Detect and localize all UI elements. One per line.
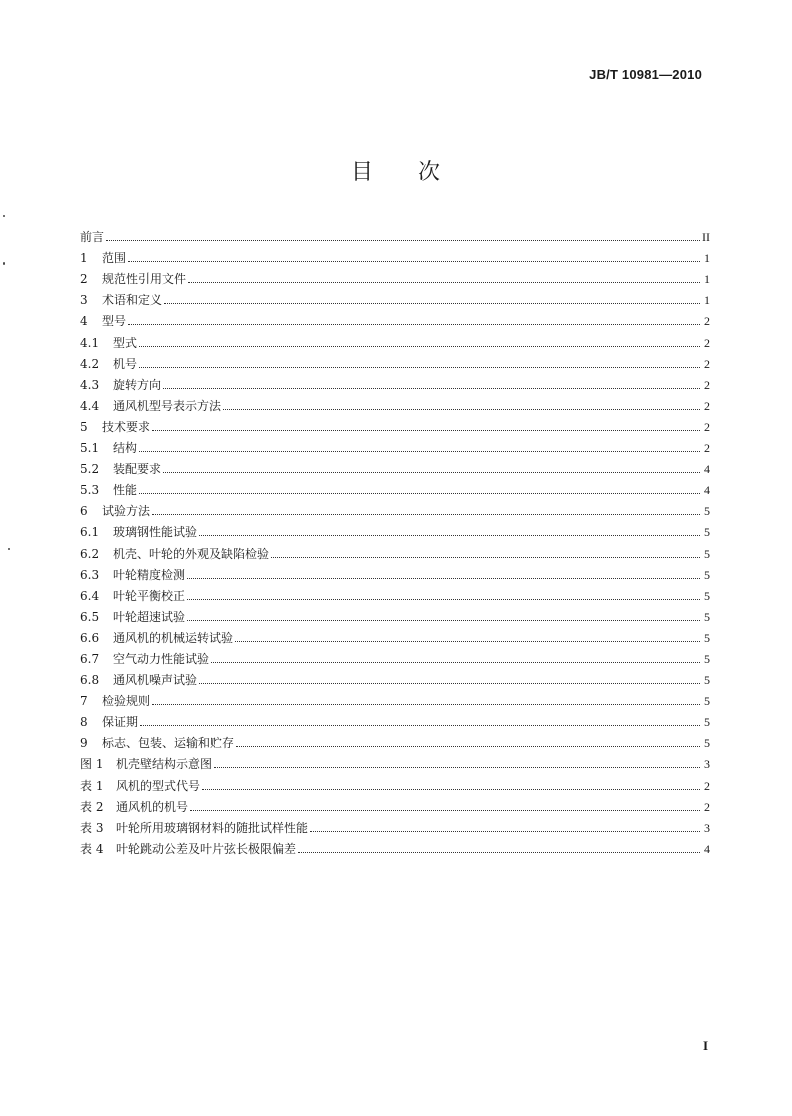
toc-entry-label: 前言 — [80, 230, 105, 245]
toc-entry-number: 1 — [80, 251, 88, 266]
title-char-1: 目 — [350, 160, 374, 185]
dot-leader — [187, 578, 700, 579]
dot-leader — [152, 430, 700, 431]
toc-entry[interactable] — [80, 645, 710, 666]
scan-speck — [8, 548, 10, 550]
toc-entry[interactable] — [80, 413, 710, 434]
toc-entry-page: 3 — [704, 757, 710, 772]
toc-entry[interactable] — [80, 223, 710, 244]
dot-leader — [128, 324, 700, 325]
page-number: I — [702, 1038, 708, 1053]
dot-leader — [187, 599, 700, 600]
toc-entry[interactable] — [80, 603, 710, 624]
toc-entry-label: 通风机型号表示方法 — [113, 398, 222, 413]
dot-leader — [211, 662, 700, 663]
toc-entry-label: 叶轮所用玻璃钢材料的随批试样性能 — [116, 820, 309, 835]
toc-entry-number: 5 — [80, 419, 88, 434]
toc-entry[interactable] — [80, 666, 710, 687]
toc-entry-page: 4 — [704, 483, 710, 498]
dot-leader — [139, 367, 700, 368]
dot-leader — [152, 704, 700, 705]
dot-leader — [202, 789, 700, 790]
dot-leader — [164, 303, 700, 304]
toc-entry-label: 叶轮超速试验 — [113, 609, 186, 624]
toc-entry[interactable] — [80, 582, 710, 603]
dot-leader — [199, 535, 700, 536]
toc-entry-label: 试验方法 — [102, 504, 151, 519]
toc-entry-page: 2 — [704, 778, 710, 793]
toc-entry-number: 5.1 — [80, 441, 100, 456]
toc-entry-number: 5.3 — [80, 483, 100, 498]
toc-entry-page: 1 — [704, 293, 710, 308]
toc-entry-number: 8 — [80, 715, 88, 730]
toc-entry-number: 图 1 — [80, 757, 104, 772]
toc-entry-page: 5 — [704, 525, 710, 540]
toc-entry-label: 标志、包装、运输和贮存 — [102, 736, 235, 751]
toc-entry-page: 2 — [704, 335, 710, 350]
toc-entry-number: 表 2 — [80, 799, 104, 814]
toc-entry[interactable] — [80, 307, 710, 328]
toc-entry[interactable] — [80, 434, 710, 455]
toc-entry-number: 6.5 — [80, 609, 100, 624]
page-title — [0, 155, 792, 186]
dot-leader — [163, 388, 700, 389]
toc-entry-label: 规范性引用文件 — [102, 272, 187, 287]
toc-entry-label: 通风机的机号 — [116, 799, 189, 814]
toc-entry-page: 1 — [704, 272, 710, 287]
dot-leader — [310, 831, 700, 832]
toc-entry-page: 5 — [704, 694, 710, 709]
scan-speck — [3, 215, 5, 217]
toc-entry-number: 6.7 — [80, 651, 100, 666]
toc-entry-number: 4.4 — [80, 398, 100, 413]
toc-entry-number: 4.2 — [80, 356, 100, 371]
dot-leader — [152, 514, 700, 515]
dot-leader — [106, 240, 700, 241]
toc-entry[interactable] — [80, 771, 710, 792]
toc-entry[interactable] — [80, 835, 710, 856]
toc-entry-page: 3 — [704, 820, 710, 835]
table-of-contents — [80, 223, 710, 856]
toc-entry-label: 叶轮平衡校正 — [113, 588, 186, 603]
toc-entry-page: 5 — [704, 546, 710, 561]
toc-entry-number: 2 — [80, 272, 88, 287]
toc-entry[interactable] — [80, 518, 710, 539]
toc-entry[interactable] — [80, 729, 710, 750]
toc-entry-label: 结构 — [113, 441, 138, 456]
toc-entry-number: 7 — [80, 694, 88, 709]
toc-entry-number: 表 1 — [80, 778, 104, 793]
dot-leader — [188, 282, 700, 283]
toc-entry-number: 6 — [80, 504, 88, 519]
toc-entry-number: 表 3 — [80, 820, 104, 835]
dot-leader — [214, 767, 700, 768]
toc-entry[interactable] — [80, 793, 710, 814]
toc-entry-page: 5 — [704, 715, 710, 730]
dot-leader — [199, 683, 700, 684]
toc-entry-page: 2 — [704, 314, 710, 329]
dot-leader — [163, 472, 700, 473]
toc-entry-label: 机号 — [113, 356, 138, 371]
dot-leader — [236, 746, 700, 747]
toc-entry-number: 3 — [80, 293, 88, 308]
dot-leader — [223, 409, 700, 410]
toc-entry-label: 性能 — [113, 483, 138, 498]
toc-entry-page: 5 — [704, 609, 710, 624]
toc-entry[interactable] — [80, 708, 710, 729]
toc-entry-number: 6.1 — [80, 525, 100, 540]
dot-leader — [140, 725, 700, 726]
toc-entry-number: 表 4 — [80, 841, 104, 856]
toc-entry-page: 5 — [704, 736, 710, 751]
toc-entry[interactable] — [80, 455, 710, 476]
toc-entry-label: 装配要求 — [113, 462, 162, 477]
toc-entry-label: 机壳、叶轮的外观及缺陷检验 — [113, 546, 270, 561]
toc-entry-page: 2 — [704, 356, 710, 371]
toc-entry-page: 2 — [704, 419, 710, 434]
dot-leader — [128, 261, 700, 262]
toc-entry-number: 9 — [80, 736, 88, 751]
dot-leader — [139, 493, 700, 494]
toc-entry[interactable] — [80, 265, 710, 286]
toc-entry[interactable] — [80, 476, 710, 497]
toc-entry-label: 型号 — [102, 314, 127, 329]
toc-entry-number: 4 — [80, 314, 88, 329]
toc-entry[interactable] — [80, 561, 710, 582]
toc-entry-page: 5 — [704, 651, 710, 666]
toc-entry-page: 5 — [704, 630, 710, 645]
toc-entry[interactable] — [80, 750, 710, 771]
toc-entry[interactable] — [80, 539, 710, 560]
toc-entry-label: 保证期 — [102, 715, 139, 730]
toc-entry-label: 机壳壁结构示意图 — [116, 757, 213, 772]
toc-entry[interactable] — [80, 392, 710, 413]
toc-entry-page: 4 — [704, 841, 710, 856]
toc-entry-number: 6.2 — [80, 546, 100, 561]
toc-entry-label: 型式 — [113, 335, 138, 350]
toc-entry-label: 通风机噪声试验 — [113, 673, 198, 688]
toc-entry-label: 范围 — [102, 251, 127, 266]
dot-leader — [298, 852, 700, 853]
toc-entry-label: 术语和定义 — [102, 293, 163, 308]
toc-entry-label: 风机的型式代号 — [116, 778, 201, 793]
toc-entry-label: 技术要求 — [102, 419, 151, 434]
dot-leader — [139, 346, 700, 347]
toc-entry-label: 检验规则 — [102, 694, 151, 709]
toc-entry-number: 6.6 — [80, 630, 100, 645]
toc-entry-page: 4 — [704, 462, 710, 477]
toc-entry[interactable] — [80, 624, 710, 645]
toc-entry-number: 6.4 — [80, 588, 100, 603]
toc-entry-number: 6.8 — [80, 673, 100, 688]
toc-entry[interactable] — [80, 814, 710, 835]
toc-entry-page: 5 — [704, 588, 710, 603]
toc-entry-page: 5 — [704, 504, 710, 519]
toc-entry-label: 叶轮跳动公差及叶片弦长极限偏差 — [116, 841, 297, 856]
dot-leader — [190, 810, 700, 811]
dot-leader — [235, 641, 700, 642]
scan-speck — [3, 262, 5, 265]
toc-entry-label: 玻璃钢性能试验 — [113, 525, 198, 540]
dot-leader — [139, 451, 700, 452]
toc-entry-number: 4.1 — [80, 335, 100, 350]
toc-entry[interactable] — [80, 497, 710, 518]
toc-entry-page: 5 — [704, 673, 710, 688]
toc-entry[interactable] — [80, 244, 710, 265]
toc-entry[interactable] — [80, 328, 710, 349]
toc-entry-label: 通风机的机械运转试验 — [113, 630, 234, 645]
toc-entry-page: 2 — [704, 398, 710, 413]
toc-entry-label: 叶轮精度检测 — [113, 567, 186, 582]
toc-entry[interactable] — [80, 371, 710, 392]
toc-entry-page: 5 — [704, 567, 710, 582]
toc-entry-page: 1 — [704, 251, 710, 266]
toc-entry[interactable] — [80, 687, 710, 708]
toc-entry-page: II — [702, 230, 710, 245]
toc-entry-label: 旋转方向 — [113, 377, 162, 392]
dot-leader — [271, 557, 700, 558]
dot-leader — [187, 620, 700, 621]
toc-entry-number: 4.3 — [80, 377, 100, 392]
toc-entry-page: 2 — [704, 377, 710, 392]
toc-entry-number: 6.3 — [80, 567, 100, 582]
toc-entry[interactable] — [80, 286, 710, 307]
title-char-2: 次 — [418, 160, 442, 185]
toc-entry-number: 5.2 — [80, 462, 100, 477]
toc-entry-page: 2 — [704, 799, 710, 814]
toc-entry[interactable] — [80, 350, 710, 371]
toc-entry-page: 2 — [704, 441, 710, 456]
toc-entry-label: 空气动力性能试验 — [113, 651, 210, 666]
standard-code: JB/T 10981—2010 — [589, 67, 702, 82]
